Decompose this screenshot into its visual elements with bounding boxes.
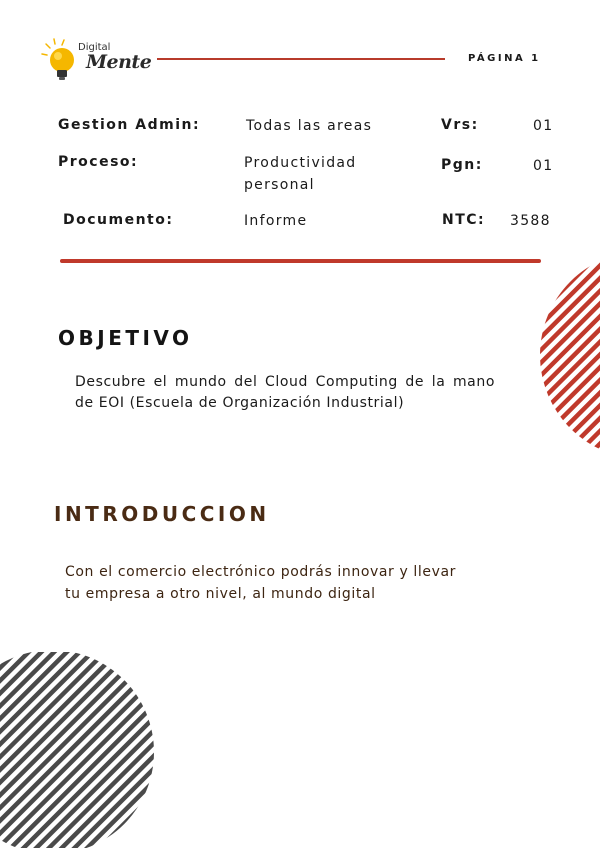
pgn-label: Pgn:	[441, 157, 483, 173]
striped-circle-decoration-red	[536, 250, 600, 460]
striped-circle-decoration-dark	[0, 652, 156, 848]
header-divider	[157, 58, 445, 60]
logo-text-bottom: Mente	[86, 51, 152, 73]
introduccion-line-1: Con el comercio electrónico podrás innovar y llevar	[65, 564, 457, 580]
gestion-label: Gestion Admin:	[58, 117, 201, 133]
objetivo-heading: OBJETIVO	[58, 326, 193, 350]
pgn-value: 01	[533, 158, 554, 174]
proceso-value-line2: personal	[244, 177, 315, 193]
introduccion-line-2: tu empresa a otro nivel, al mundo digital	[65, 586, 376, 602]
ntc-label: NTC:	[442, 212, 486, 228]
info-divider	[60, 259, 541, 263]
proceso-value-line1: Productividad	[244, 155, 357, 171]
logo-text-top: Digital	[78, 42, 111, 53]
ntc-value: 3588	[510, 213, 551, 229]
introduccion-heading: INTRODUCCION	[54, 502, 270, 526]
introduccion-paragraph	[65, 561, 545, 605]
documento-label: Documento:	[63, 212, 174, 228]
vrs-label: Vrs:	[441, 117, 479, 133]
page-number-label: PÁGINA 1	[468, 53, 541, 64]
proceso-label: Proceso:	[58, 154, 139, 170]
vrs-value: 01	[533, 118, 554, 134]
documento-value: Informe	[244, 213, 308, 229]
objetivo-paragraph: Descubre el mundo del Cloud Computing de la mano de EOI (Escuela de Organización Industrial)	[75, 374, 495, 411]
gestion-value: Todas las areas	[246, 118, 373, 134]
